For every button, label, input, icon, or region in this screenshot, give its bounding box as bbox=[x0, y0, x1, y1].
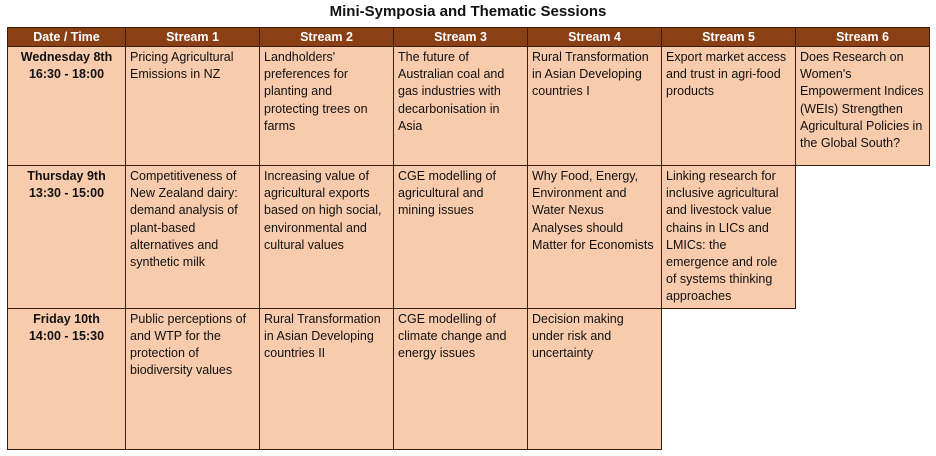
header-stream-3: Stream 3 bbox=[394, 28, 528, 47]
header-stream-4: Stream 4 bbox=[528, 28, 662, 47]
day-label: Wednesday 8th bbox=[20, 50, 113, 64]
session-cell: CGE modelling of climate change and energy issues bbox=[394, 308, 528, 449]
session-cell: Public perceptions of and WTP for the protection of biodiversity values bbox=[126, 308, 260, 449]
session-cell: Landholders' preferences for planting and protecting trees on farms bbox=[260, 47, 394, 166]
session-cell: Pricing Agricultural Emissions in NZ bbox=[126, 47, 260, 166]
header-stream-2: Stream 2 bbox=[260, 28, 394, 47]
table-row bbox=[8, 308, 930, 449]
session-cell: Increasing value of agricultural exports based on high social, environmental and cultural values bbox=[260, 166, 394, 309]
session-cell: Rural Transformation in Asian Developing countries I bbox=[528, 47, 662, 166]
time-label: 14:00 - 15:30 bbox=[28, 328, 105, 343]
empty-cell bbox=[796, 308, 930, 449]
page-title: Mini-Symposia and Thematic Sessions bbox=[329, 3, 607, 20]
time-label: 16:30 - 18:00 bbox=[28, 67, 105, 82]
session-cell: The future of Australian coal and gas industries with decarbonisation in Asia bbox=[394, 47, 528, 166]
header-stream-5: Stream 5 bbox=[662, 28, 796, 47]
header-date-time: Date / Time bbox=[8, 28, 126, 47]
session-cell: Export market access and trust in agri-food products bbox=[662, 47, 796, 166]
session-cell: Competitiveness of New Zealand dairy: demand analysis of plant-based alternatives and synthetic milk bbox=[126, 166, 260, 309]
date-time-cell bbox=[8, 308, 126, 449]
time-label: 13:30 - 15:00 bbox=[28, 186, 105, 201]
table-row bbox=[8, 166, 930, 309]
table-row bbox=[8, 47, 930, 166]
date-time-cell bbox=[8, 166, 126, 309]
header-stream-1: Stream 1 bbox=[126, 28, 260, 47]
date-time-cell bbox=[8, 47, 126, 166]
empty-cell bbox=[662, 308, 796, 449]
header-stream-6: Stream 6 bbox=[796, 28, 930, 47]
day-label: Thursday 9th bbox=[27, 169, 106, 183]
session-cell: Why Food, Energy, Environment and Water Nexus Analyses should Matter for Economists bbox=[528, 166, 662, 309]
session-cell: Decision making under risk and uncertainty bbox=[528, 308, 662, 449]
session-cell: Linking research for inclusive agricultural and livestock value chains in LICs and LMICs: the emergence and role of systems thinking approaches bbox=[662, 166, 796, 309]
empty-cell bbox=[796, 166, 930, 309]
header-row bbox=[8, 28, 930, 47]
session-cell: Does Research on Women's Empowerment Indices (WEIs) Strengthen Agricultural Policies in the Global South? bbox=[796, 47, 930, 166]
day-label: Friday 10th bbox=[33, 311, 100, 326]
schedule-table bbox=[7, 27, 930, 450]
session-cell: CGE modelling of agricultural and mining issues bbox=[394, 166, 528, 309]
session-cell: Rural Transformation in Asian Developing countries II bbox=[260, 308, 394, 449]
